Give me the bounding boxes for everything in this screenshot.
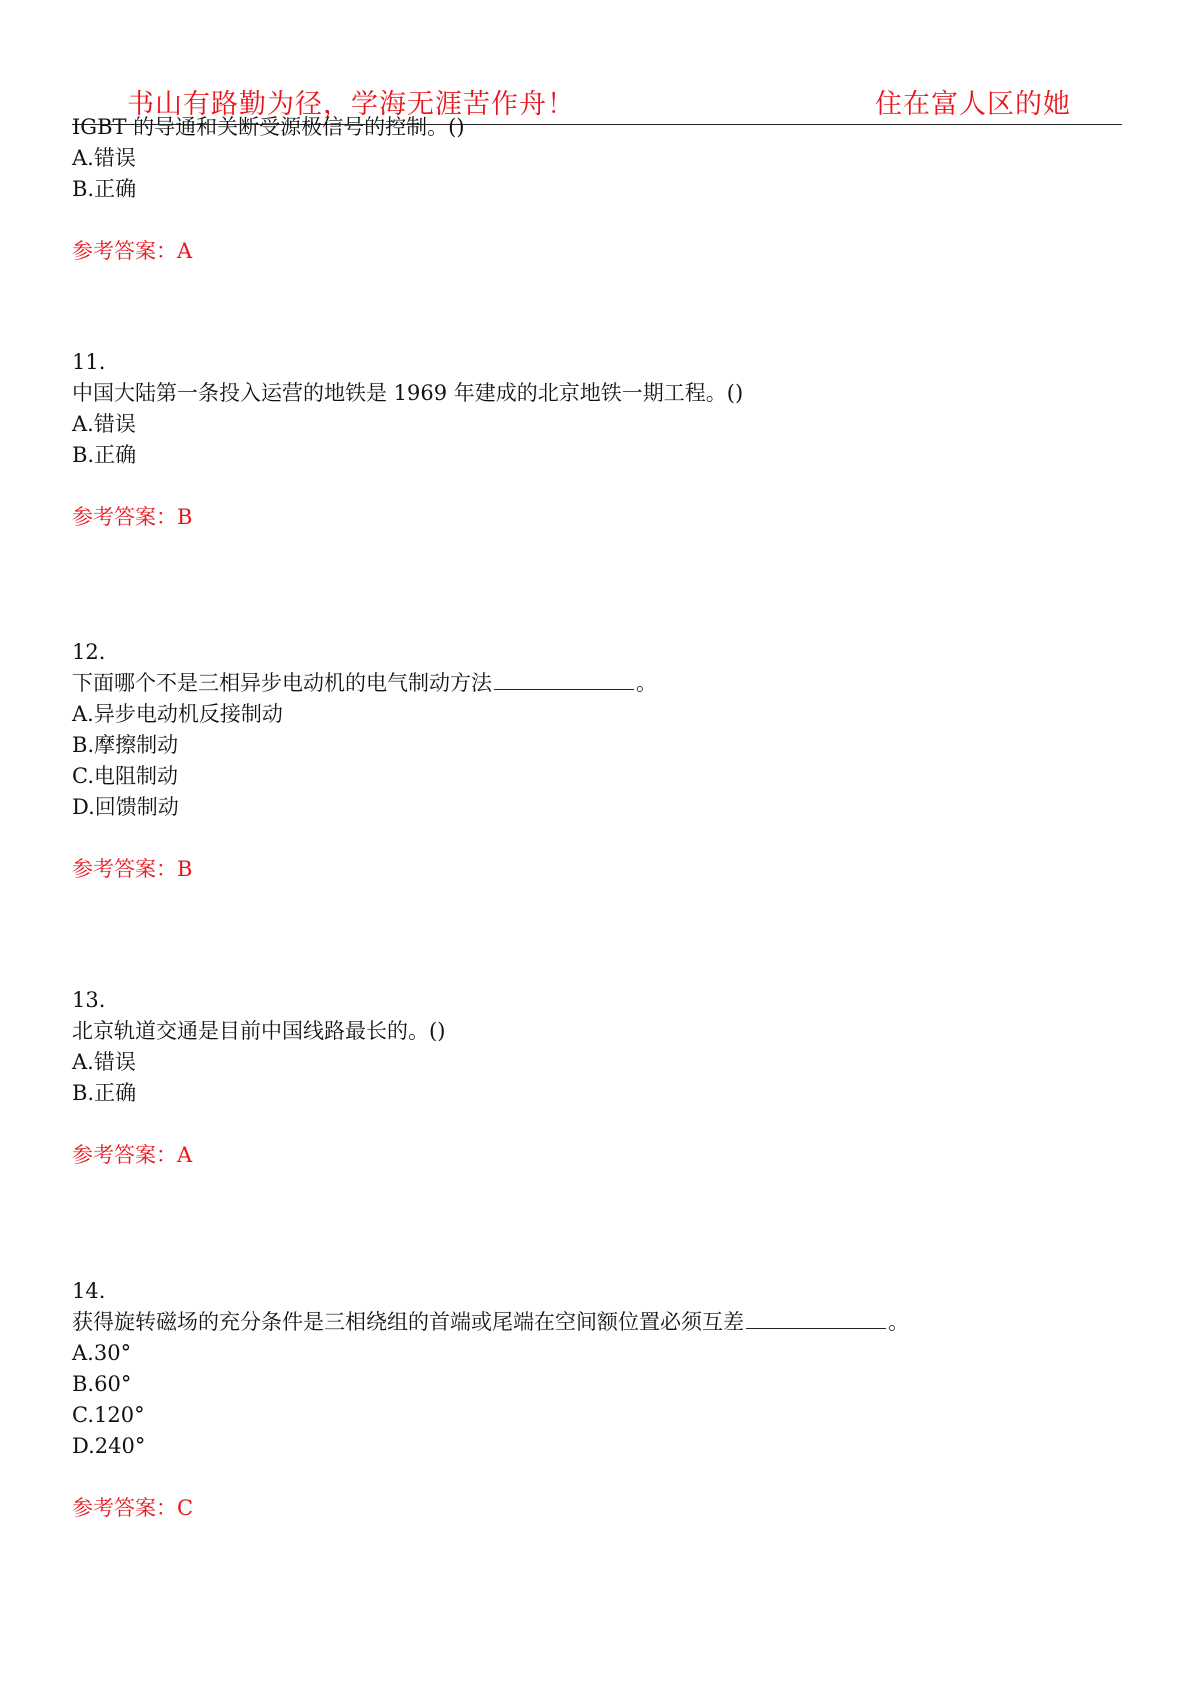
question-stem: IGBT 的导通和关断受源极信号的控制。() — [72, 115, 465, 139]
question-number: 12. — [72, 640, 106, 664]
header-author: 住在富人区的她 — [875, 89, 1071, 120]
answer-label: 参考答案：A — [72, 239, 193, 263]
question-10 — [72, 112, 1122, 267]
answer-blank — [494, 669, 634, 690]
answer-label: 参考答案：B — [72, 505, 193, 529]
option-c: C.120° — [72, 1403, 145, 1427]
option-b: B.60° — [72, 1372, 132, 1396]
stem-text: 获得旋转磁场的充分条件是三相绕组的首端或尾端在空间额位置必须互差 — [72, 1310, 744, 1334]
question-number: 14. — [72, 1279, 106, 1303]
question-stem — [72, 1307, 1122, 1338]
option-a: A.错误 — [72, 412, 136, 436]
option-b: B.正确 — [72, 443, 137, 467]
question-stem: 中国大陆第一条投入运营的地铁是 1969 年建成的北京地铁一期工程。() — [72, 381, 744, 405]
question-12 — [72, 637, 1122, 885]
answer-blank — [746, 1308, 886, 1329]
stem-end: 。 — [636, 671, 657, 695]
question-11 — [72, 347, 1122, 533]
question-number: 13. — [72, 988, 106, 1012]
option-a: A.错误 — [72, 1050, 136, 1074]
option-d: D.240° — [72, 1434, 146, 1458]
option-a: A.异步电动机反接制动 — [72, 702, 283, 726]
stem-end: 。 — [888, 1310, 909, 1334]
question-number: 11. — [72, 350, 106, 374]
question-stem — [72, 668, 1122, 699]
stem-text: 下面哪个不是三相异步电动机的电气制动方法 — [72, 671, 492, 695]
option-a: A.错误 — [72, 146, 136, 170]
question-13 — [72, 985, 1122, 1171]
option-c: C.电阻制动 — [72, 764, 178, 788]
header-motto: 书山有路勤为径，学海无涯苦作舟！ — [127, 89, 575, 120]
answer-label: 参考答案：C — [72, 1496, 194, 1520]
option-a: A.30° — [72, 1341, 132, 1365]
option-b: B.正确 — [72, 1081, 137, 1105]
answer-label: 参考答案：A — [72, 1143, 193, 1167]
option-b: B.摩擦制动 — [72, 733, 179, 757]
answer-label: 参考答案：B — [72, 857, 193, 881]
option-d: D.回馈制动 — [72, 795, 179, 819]
question-14 — [72, 1276, 1122, 1524]
question-stem: 北京轨道交通是目前中国线路最长的。() — [72, 1019, 446, 1043]
option-b: B.正确 — [72, 177, 137, 201]
